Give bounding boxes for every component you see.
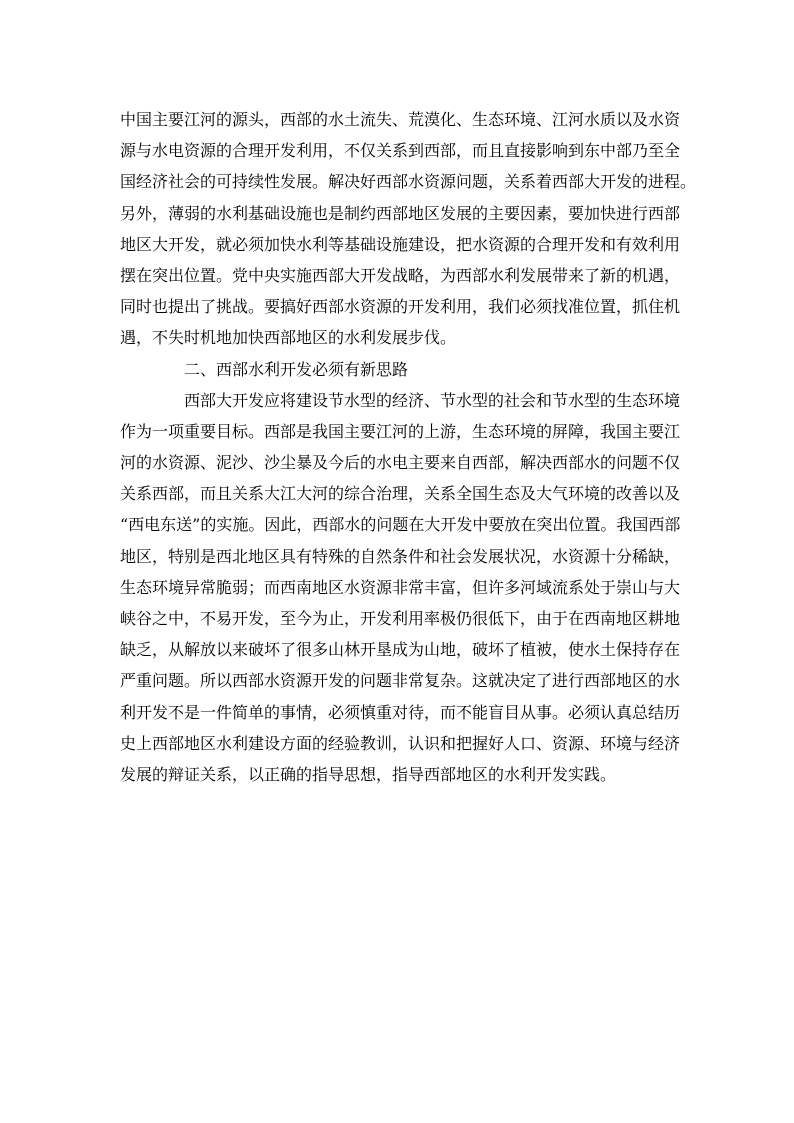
paragraph-line: 国经济社会的可持续性发展。解决好西部水资源问题，关系着西部大开发的进程。 bbox=[120, 172, 697, 192]
paragraph-line: 遇，不失时机地加快西部地区的水利发展步伐。 bbox=[120, 328, 457, 348]
paragraph-line: 严重问题。所以西部水资源开发的问题非常复杂。这就决定了进行西部地区的水 bbox=[120, 671, 681, 691]
paragraph-line: 河的水资源、泥沙、沙尘暴及今后的水电主要来自西部，解决西部水的问题不仅 bbox=[120, 453, 681, 473]
paragraph-line: 地区大开发，就必须加快水利等基础设施建设，把水资源的合理开发和有效利用 bbox=[120, 234, 681, 254]
paragraph-line: 源与水电资源的合理开发利用，不仅关系到西部，而且直接影响到东中部乃至全 bbox=[120, 141, 681, 161]
paragraph-line: 中国主要江河的源头，西部的水土流失、荒漠化、生态环境、江河水质以及水资 bbox=[120, 110, 681, 129]
paragraph-line: 同时也提出了挑战。要搞好西部水资源的开发利用，我们必须找准位置，抓住机 bbox=[120, 297, 681, 317]
paragraph-line: 利开发不是一件简单的事情，必须慎重对待，而不能盲目从事。必须认真总结历 bbox=[120, 702, 681, 722]
paragraph-line: “西电东送”的实施。因此，西部水的问题在大开发中要放在突出位置。我国西部 bbox=[120, 515, 681, 535]
paragraph-line: 生态环境异常脆弱；而西南地区水资源非常丰富，但许多河域流系处于崇山与大 bbox=[120, 577, 681, 597]
paragraph-line: 峡谷之中，不易开发，至今为止，开发利用率极仍很低下，由于在西南地区耕地 bbox=[120, 609, 681, 628]
paragraph-line: 地区，特别是西北地区具有特殊的自然条件和社会发展状况，水资源十分稀缺， bbox=[120, 546, 681, 566]
paragraph-line: 西部大开发应将建设节水型的经济、节水型的社会和节水型的生态环境 bbox=[184, 390, 681, 410]
paragraph-line: 关系西部，而且关系大江大河的综合治理，关系全国生态及大气环境的改善以及 bbox=[120, 484, 681, 504]
paragraph-line: 作为一项重要目标。西部是我国主要江河的上游，生态环境的屏障，我国主要江 bbox=[120, 421, 681, 441]
paragraph-1 bbox=[120, 104, 697, 354]
document-body bbox=[120, 104, 697, 790]
paragraph-line: 另外，薄弱的水利基础设施也是制约西部地区发展的主要因素，要加快进行西部 bbox=[120, 203, 681, 223]
paragraph-line: 缺乏，从解放以来破坏了很多山林开垦成为山地，破坏了植被，使水土保持存在 bbox=[120, 640, 681, 660]
section-heading: 二、西部水利开发必须有新思路 bbox=[184, 359, 409, 379]
paragraph-line: 发展的辩证关系，以正确的指导思想，指导西部地区的水利开发实践。 bbox=[120, 764, 617, 784]
paragraph-line: 史上西部地区水利建设方面的经验教训，认识和把握好人口、资源、环境与经济 bbox=[120, 733, 681, 753]
paragraph-line: 摆在突出位置。党中央实施西部大开发战略，为西部水利发展带来了新的机遇， bbox=[120, 265, 681, 285]
paragraph-2 bbox=[120, 385, 680, 790]
